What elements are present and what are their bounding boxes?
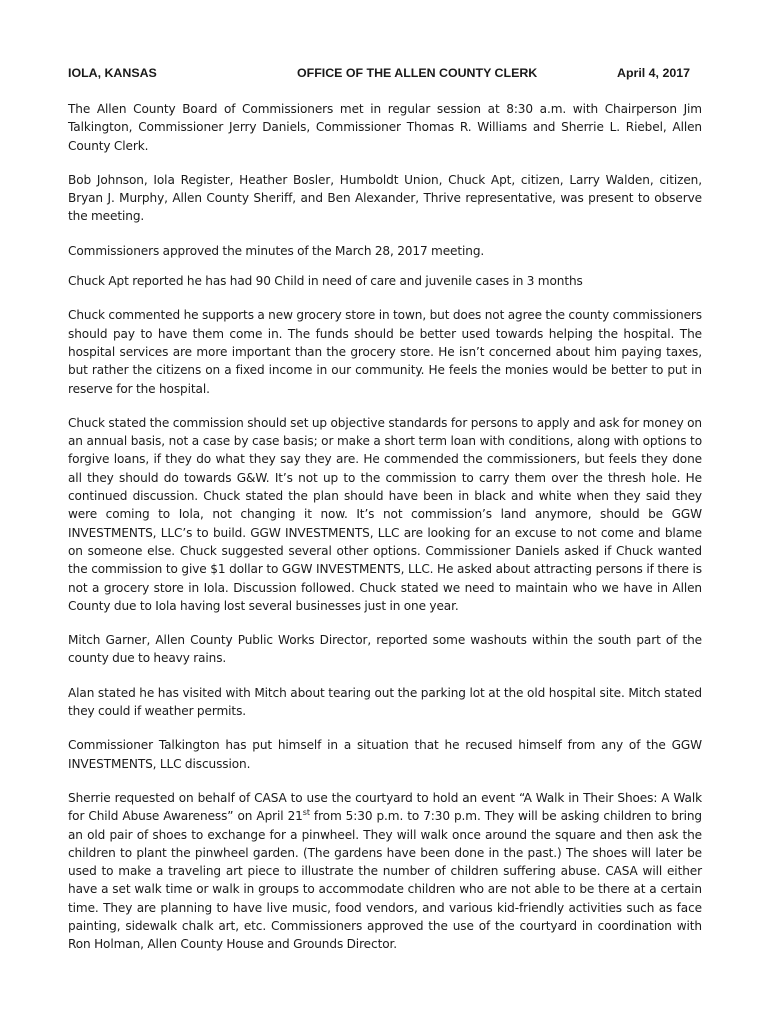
- header-date: April 4, 2017: [617, 66, 691, 80]
- paragraph-parking-lot: Alan stated he has visited with Mitch about tearing out the parking lot at the old hospital site. Mitch stated they could if weather permits.: [68, 685, 702, 719]
- paragraph-attendance: The Allen County Board of Commissioners met in regular session at 8:30 a.m. with Chairperson Jim Talkington, Commissioner Jerry Daniels, Commissioner Thomas R. Williams and Sherrie L. Riebel, Allen County Clerk.: [68, 102, 702, 153]
- casa-date-suffix: st: [302, 808, 310, 818]
- header-location: IOLA, KANSAS: [68, 66, 157, 80]
- paragraph-washouts: Mitch Garner, Allen County Public Works Director, reported some washouts within the south part of the county due to heavy rains.: [68, 633, 702, 666]
- casa-text-end: from 5:30 p.m. to 7:30 p.m. They will be asking children to bring an old pair of shoes to exchange for a pinwheel. They will walk once around the square and then ask the children to plant the pinwheel garden. (The gardens have been done in the past.) The shoes will later be used to make a traveling art piece to illustrate the number of children suffering abuse. CASA will either have a set walk time or walk in groups to accommodate children who are not able to be there at a certain time. They are planning to have live music, food vendors, and various kid-friendly activities such as face painting, sidewalk chalk art, etc. Commissioners approved the use of the courtyard in coordination with Ron Holman, Allen County House and Grounds Director.: [68, 809, 702, 952]
- paragraph-standards: Chuck stated the commission should set up objective standards for persons to apply and ask for money on an annual basis, not a case by case basis; or make a short term loan with conditions, along with options to forgive loans, if they do what they say they are. He commended the commissioners, but feels they done all they should do towards G&W. It’s not up to the commission to carry them over the thresh hole. He continued discussion. Chuck stated the plan should have been in black and white when they said they were coming to Iola, not changing it now. It’s not commission’s land anymore, should be GGW INVESTMENTS, LLC’s to build. GGW INVESTMENTS, LLC are looking for an excuse to not come and blame on someone else. Chuck suggested several other options. Commissioner Daniels asked if Chuck wanted the commission to give $1 dollar to GGW INVESTMENTS, LLC. He asked about attracting persons if there is not a grocery store in Iola. Discussion followed. Chuck stated we need to maintain who we have in Allen County due to Iola having lost several businesses just in one year.: [68, 415, 702, 613]
- document-page: [68, 58, 702, 954]
- paragraph-observers: Bob Johnson, Iola Register, Heather Bosler, Humboldt Union, Chuck Apt, citizen, Larry Walden, citizen, Bryan J. Murphy, Allen County Sheriff, and Ben Alexander, Thrive representative, was present to observe the meeting.: [68, 172, 702, 224]
- paragraph-child-cases: Chuck Apt reported he has had 90 Child in need of care and juvenile cases in 3 months: [68, 274, 583, 289]
- paragraph-casa-event: [68, 789, 702, 954]
- paragraph-recusal: Commissioner Talkington has put himself in a situation that he recused himself from any of the GGW INVESTMENTS, LLC discussion.: [68, 738, 702, 771]
- casa-text-start: Sherrie requested on behalf of CASA to use the courtyard to hold an event “A Walk in Their Shoes: A Walk for Child Abuse Awareness” on April 21: [68, 790, 702, 824]
- page-header: [68, 58, 702, 78]
- paragraph-grocery-store: Chuck commented he supports a new grocery store in town, but does not agree the county commissioners should pay to have them come in. The funds should be better used towards helping the hospital. The hospital services are more important than the grocery store. He isn’t concerned about him paying taxes, but rather the citizens on a fixed income in our community. He feels the monies would be better to put in reserve for the hospital.: [68, 308, 702, 396]
- paragraph-minutes: Commissioners approved the minutes of the March 28, 2017 meeting.: [68, 243, 485, 258]
- header-office: OFFICE OF THE ALLEN COUNTY CLERK: [297, 66, 538, 80]
